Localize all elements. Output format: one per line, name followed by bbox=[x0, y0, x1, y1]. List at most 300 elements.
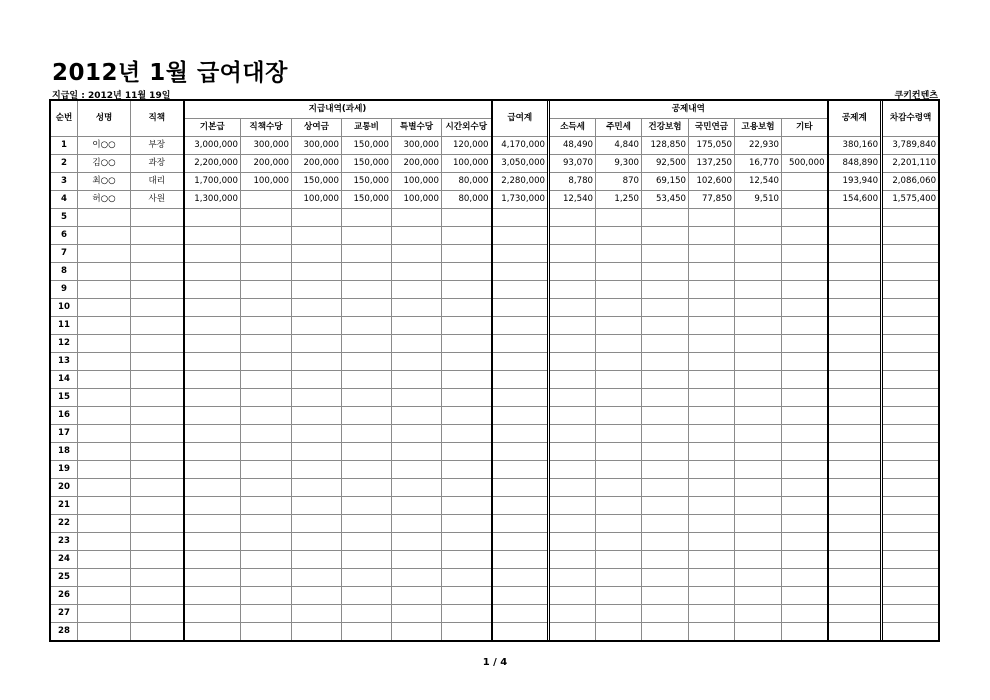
row-number: 26 bbox=[51, 587, 78, 605]
cell-net bbox=[882, 497, 939, 515]
cell-special bbox=[392, 497, 442, 515]
cell-net bbox=[882, 515, 939, 533]
cell-gross bbox=[492, 479, 549, 497]
cell-position bbox=[131, 371, 184, 389]
cell-resident-tax bbox=[596, 515, 642, 533]
cell-other bbox=[782, 191, 828, 209]
cell-overtime: 80,000 bbox=[442, 173, 492, 191]
cell-pension bbox=[689, 569, 735, 587]
table-row bbox=[51, 281, 939, 299]
cell-overtime bbox=[442, 461, 492, 479]
cell-pension: 77,850 bbox=[689, 191, 735, 209]
cell-resident-tax bbox=[596, 605, 642, 623]
table-row bbox=[51, 497, 939, 515]
cell-net bbox=[882, 479, 939, 497]
cell-resident-tax bbox=[596, 425, 642, 443]
cell-net: 2,086,060 bbox=[882, 173, 939, 191]
row-number: 16 bbox=[51, 407, 78, 425]
cell-other bbox=[782, 551, 828, 569]
cell-name bbox=[78, 515, 131, 533]
cell-transport bbox=[342, 245, 392, 263]
cell-transport bbox=[342, 551, 392, 569]
cell-other bbox=[782, 227, 828, 245]
cell-overtime bbox=[442, 227, 492, 245]
table-row bbox=[51, 371, 939, 389]
table-row bbox=[51, 443, 939, 461]
cell-deduct-total bbox=[828, 443, 882, 461]
cell-base bbox=[184, 461, 241, 479]
row-number: 24 bbox=[51, 551, 78, 569]
cell-health bbox=[642, 281, 689, 299]
cell-pension bbox=[689, 281, 735, 299]
cell-position bbox=[131, 605, 184, 623]
cell-income-tax bbox=[549, 443, 596, 461]
cell-resident-tax bbox=[596, 281, 642, 299]
cell-transport bbox=[342, 317, 392, 335]
cell-position bbox=[131, 425, 184, 443]
cell-overtime bbox=[442, 371, 492, 389]
cell-gross bbox=[492, 533, 549, 551]
cell-deduct-total bbox=[828, 227, 882, 245]
cell-special bbox=[392, 587, 442, 605]
cell-gross bbox=[492, 281, 549, 299]
cell-duty bbox=[241, 515, 292, 533]
table-row bbox=[51, 551, 939, 569]
cell-position bbox=[131, 515, 184, 533]
cell-overtime bbox=[442, 551, 492, 569]
cell-name bbox=[78, 389, 131, 407]
cell-health bbox=[642, 371, 689, 389]
cell-duty bbox=[241, 497, 292, 515]
cell-overtime bbox=[442, 569, 492, 587]
cell-overtime bbox=[442, 263, 492, 281]
cell-employment: 9,510 bbox=[735, 191, 782, 209]
cell-employment bbox=[735, 389, 782, 407]
cell-special bbox=[392, 623, 442, 641]
cell-employment bbox=[735, 245, 782, 263]
cell-bonus bbox=[292, 299, 342, 317]
cell-income-tax bbox=[549, 407, 596, 425]
cell-special bbox=[392, 371, 442, 389]
cell-pension bbox=[689, 335, 735, 353]
row-number: 13 bbox=[51, 353, 78, 371]
cell-overtime bbox=[442, 587, 492, 605]
col-overtime-header: 시간외수당 bbox=[442, 119, 492, 137]
cell-other bbox=[782, 371, 828, 389]
cell-pension bbox=[689, 623, 735, 641]
cell-transport bbox=[342, 263, 392, 281]
cell-bonus bbox=[292, 587, 342, 605]
cell-base bbox=[184, 425, 241, 443]
cell-special bbox=[392, 245, 442, 263]
cell-base bbox=[184, 371, 241, 389]
cell-base bbox=[184, 227, 241, 245]
cell-base bbox=[184, 335, 241, 353]
cell-other bbox=[782, 479, 828, 497]
cell-duty bbox=[241, 191, 292, 209]
cell-health bbox=[642, 479, 689, 497]
cell-bonus bbox=[292, 281, 342, 299]
cell-other bbox=[782, 425, 828, 443]
cell-net bbox=[882, 281, 939, 299]
row-number: 27 bbox=[51, 605, 78, 623]
cell-net bbox=[882, 407, 939, 425]
table-row bbox=[51, 137, 939, 155]
cell-income-tax bbox=[549, 389, 596, 407]
cell-health bbox=[642, 335, 689, 353]
cell-duty bbox=[241, 299, 292, 317]
cell-special bbox=[392, 353, 442, 371]
cell-gross bbox=[492, 605, 549, 623]
cell-name bbox=[78, 317, 131, 335]
cell-special bbox=[392, 227, 442, 245]
cell-bonus bbox=[292, 623, 342, 641]
cell-health bbox=[642, 533, 689, 551]
cell-position bbox=[131, 551, 184, 569]
cell-net bbox=[882, 389, 939, 407]
cell-other bbox=[782, 173, 828, 191]
cell-gross: 4,170,000 bbox=[492, 137, 549, 155]
cell-other bbox=[782, 389, 828, 407]
cell-other bbox=[782, 623, 828, 641]
cell-bonus bbox=[292, 569, 342, 587]
cell-special bbox=[392, 299, 442, 317]
pay-group-header: 지급내역(과세) bbox=[184, 101, 492, 119]
cell-bonus bbox=[292, 605, 342, 623]
cell-income-tax: 8,780 bbox=[549, 173, 596, 191]
cell-income-tax bbox=[549, 299, 596, 317]
row-number: 19 bbox=[51, 461, 78, 479]
cell-employment bbox=[735, 587, 782, 605]
cell-pension bbox=[689, 587, 735, 605]
cell-pension bbox=[689, 443, 735, 461]
cell-name: 허○○ bbox=[78, 191, 131, 209]
cell-position bbox=[131, 479, 184, 497]
cell-pension bbox=[689, 245, 735, 263]
col-special-header: 특별수당 bbox=[392, 119, 442, 137]
cell-resident-tax bbox=[596, 353, 642, 371]
row-number: 18 bbox=[51, 443, 78, 461]
cell-employment bbox=[735, 281, 782, 299]
cell-income-tax bbox=[549, 461, 596, 479]
cell-base bbox=[184, 551, 241, 569]
header-row-1 bbox=[51, 101, 939, 119]
cell-health bbox=[642, 299, 689, 317]
cell-net: 3,789,840 bbox=[882, 137, 939, 155]
cell-net bbox=[882, 245, 939, 263]
cell-gross bbox=[492, 443, 549, 461]
cell-employment bbox=[735, 623, 782, 641]
cell-overtime bbox=[442, 335, 492, 353]
cell-duty bbox=[241, 605, 292, 623]
col-duty-header: 직책수당 bbox=[241, 119, 292, 137]
cell-name bbox=[78, 353, 131, 371]
cell-deduct-total bbox=[828, 569, 882, 587]
cell-employment bbox=[735, 371, 782, 389]
table-row bbox=[51, 191, 939, 209]
cell-name bbox=[78, 497, 131, 515]
cell-gross bbox=[492, 389, 549, 407]
table-row bbox=[51, 623, 939, 641]
row-number: 28 bbox=[51, 623, 78, 641]
cell-special bbox=[392, 209, 442, 227]
cell-transport bbox=[342, 371, 392, 389]
cell-transport bbox=[342, 533, 392, 551]
cell-name bbox=[78, 569, 131, 587]
cell-bonus bbox=[292, 461, 342, 479]
cell-deduct-total bbox=[828, 425, 882, 443]
cell-deduct-total bbox=[828, 623, 882, 641]
cell-employment bbox=[735, 551, 782, 569]
cell-deduct-total bbox=[828, 317, 882, 335]
col-resident-tax-header: 주민세 bbox=[596, 119, 642, 137]
cell-income-tax bbox=[549, 281, 596, 299]
cell-special bbox=[392, 263, 442, 281]
cell-gross bbox=[492, 407, 549, 425]
cell-pension bbox=[689, 407, 735, 425]
cell-net bbox=[882, 425, 939, 443]
cell-position bbox=[131, 389, 184, 407]
cell-resident-tax bbox=[596, 443, 642, 461]
cell-health bbox=[642, 317, 689, 335]
cell-duty bbox=[241, 569, 292, 587]
cell-bonus bbox=[292, 371, 342, 389]
cell-position bbox=[131, 407, 184, 425]
table-row bbox=[51, 479, 939, 497]
cell-special bbox=[392, 443, 442, 461]
cell-health bbox=[642, 623, 689, 641]
cell-resident-tax bbox=[596, 533, 642, 551]
cell-deduct-total bbox=[828, 353, 882, 371]
cell-resident-tax bbox=[596, 623, 642, 641]
cell-position bbox=[131, 263, 184, 281]
cell-duty bbox=[241, 317, 292, 335]
cell-transport bbox=[342, 227, 392, 245]
cell-bonus bbox=[292, 263, 342, 281]
cell-income-tax bbox=[549, 497, 596, 515]
cell-pension bbox=[689, 209, 735, 227]
cell-pension bbox=[689, 605, 735, 623]
cell-income-tax bbox=[549, 533, 596, 551]
cell-income-tax: 12,540 bbox=[549, 191, 596, 209]
cell-overtime: 80,000 bbox=[442, 191, 492, 209]
cell-pension bbox=[689, 479, 735, 497]
cell-other bbox=[782, 443, 828, 461]
cell-base bbox=[184, 353, 241, 371]
cell-pension bbox=[689, 551, 735, 569]
cell-name bbox=[78, 209, 131, 227]
cell-employment bbox=[735, 263, 782, 281]
cell-deduct-total bbox=[828, 371, 882, 389]
cell-bonus bbox=[292, 515, 342, 533]
cell-transport bbox=[342, 623, 392, 641]
cell-health bbox=[642, 209, 689, 227]
cell-deduct-total bbox=[828, 461, 882, 479]
cell-net bbox=[882, 461, 939, 479]
cell-position bbox=[131, 317, 184, 335]
cell-gross bbox=[492, 317, 549, 335]
cell-base bbox=[184, 569, 241, 587]
cell-health bbox=[642, 569, 689, 587]
cell-net bbox=[882, 533, 939, 551]
cell-net bbox=[882, 551, 939, 569]
cell-resident-tax bbox=[596, 335, 642, 353]
cell-employment bbox=[735, 209, 782, 227]
cell-net bbox=[882, 623, 939, 641]
cell-deduct-total bbox=[828, 587, 882, 605]
cell-income-tax bbox=[549, 209, 596, 227]
cell-bonus bbox=[292, 245, 342, 263]
cell-other bbox=[782, 137, 828, 155]
cell-name bbox=[78, 299, 131, 317]
cell-pension: 175,050 bbox=[689, 137, 735, 155]
cell-health bbox=[642, 263, 689, 281]
row-number: 4 bbox=[51, 191, 78, 209]
cell-bonus bbox=[292, 479, 342, 497]
cell-overtime bbox=[442, 479, 492, 497]
cell-duty bbox=[241, 371, 292, 389]
cell-deduct-total bbox=[828, 281, 882, 299]
cell-deduct-total bbox=[828, 245, 882, 263]
cell-bonus bbox=[292, 443, 342, 461]
cell-other bbox=[782, 299, 828, 317]
cell-position bbox=[131, 245, 184, 263]
table-row bbox=[51, 263, 939, 281]
cell-income-tax bbox=[549, 335, 596, 353]
cell-bonus: 100,000 bbox=[292, 191, 342, 209]
col-health-header: 건강보험 bbox=[642, 119, 689, 137]
cell-deduct-total bbox=[828, 497, 882, 515]
table-row bbox=[51, 587, 939, 605]
cell-gross bbox=[492, 551, 549, 569]
col-other-header: 기타 bbox=[782, 119, 828, 137]
cell-resident-tax bbox=[596, 245, 642, 263]
cell-special: 100,000 bbox=[392, 173, 442, 191]
col-gross-header: 급여계 bbox=[492, 101, 549, 137]
row-number: 9 bbox=[51, 281, 78, 299]
cell-resident-tax: 870 bbox=[596, 173, 642, 191]
cell-net bbox=[882, 587, 939, 605]
row-number: 25 bbox=[51, 569, 78, 587]
cell-gross bbox=[492, 299, 549, 317]
row-number: 6 bbox=[51, 227, 78, 245]
cell-resident-tax bbox=[596, 263, 642, 281]
cell-position bbox=[131, 623, 184, 641]
cell-overtime bbox=[442, 317, 492, 335]
cell-bonus: 300,000 bbox=[292, 137, 342, 155]
table-row bbox=[51, 389, 939, 407]
cell-deduct-total: 380,160 bbox=[828, 137, 882, 155]
cell-transport bbox=[342, 515, 392, 533]
cell-name bbox=[78, 371, 131, 389]
cell-health bbox=[642, 515, 689, 533]
cell-resident-tax bbox=[596, 461, 642, 479]
row-number: 14 bbox=[51, 371, 78, 389]
row-number: 2 bbox=[51, 155, 78, 173]
cell-name bbox=[78, 533, 131, 551]
cell-gross: 3,050,000 bbox=[492, 155, 549, 173]
cell-gross bbox=[492, 245, 549, 263]
row-number: 22 bbox=[51, 515, 78, 533]
cell-overtime bbox=[442, 497, 492, 515]
cell-position bbox=[131, 227, 184, 245]
cell-duty bbox=[241, 209, 292, 227]
cell-income-tax bbox=[549, 515, 596, 533]
cell-other bbox=[782, 461, 828, 479]
cell-pension bbox=[689, 515, 735, 533]
cell-employment bbox=[735, 335, 782, 353]
cell-resident-tax: 1,250 bbox=[596, 191, 642, 209]
cell-income-tax bbox=[549, 569, 596, 587]
cell-health bbox=[642, 227, 689, 245]
cell-duty bbox=[241, 461, 292, 479]
cell-employment bbox=[735, 227, 782, 245]
cell-employment bbox=[735, 425, 782, 443]
cell-deduct-total: 193,940 bbox=[828, 173, 882, 191]
cell-position bbox=[131, 443, 184, 461]
cell-income-tax bbox=[549, 605, 596, 623]
cell-other bbox=[782, 533, 828, 551]
cell-duty bbox=[241, 425, 292, 443]
cell-pension bbox=[689, 353, 735, 371]
cell-employment bbox=[735, 317, 782, 335]
cell-position bbox=[131, 335, 184, 353]
cell-duty: 300,000 bbox=[241, 137, 292, 155]
cell-other bbox=[782, 209, 828, 227]
row-number: 1 bbox=[51, 137, 78, 155]
deduct-group-header: 공제내역 bbox=[549, 101, 828, 119]
cell-overtime bbox=[442, 245, 492, 263]
col-base-header: 기본급 bbox=[184, 119, 241, 137]
cell-overtime bbox=[442, 425, 492, 443]
cell-bonus bbox=[292, 551, 342, 569]
cell-net bbox=[882, 335, 939, 353]
cell-income-tax bbox=[549, 263, 596, 281]
cell-pension bbox=[689, 227, 735, 245]
cell-gross bbox=[492, 425, 549, 443]
cell-position bbox=[131, 533, 184, 551]
cell-special bbox=[392, 515, 442, 533]
cell-health: 92,500 bbox=[642, 155, 689, 173]
cell-overtime bbox=[442, 623, 492, 641]
document-title: 2012년 1월 급여대장 bbox=[52, 60, 288, 86]
cell-overtime bbox=[442, 533, 492, 551]
cell-overtime bbox=[442, 281, 492, 299]
table-row bbox=[51, 353, 939, 371]
cell-deduct-total bbox=[828, 479, 882, 497]
cell-other bbox=[782, 335, 828, 353]
cell-gross bbox=[492, 227, 549, 245]
pay-date: 지급일 : 2012년 11월 19일 bbox=[52, 91, 171, 101]
cell-name: 최○○ bbox=[78, 173, 131, 191]
cell-overtime bbox=[442, 353, 492, 371]
cell-duty bbox=[241, 533, 292, 551]
cell-transport bbox=[342, 281, 392, 299]
cell-income-tax bbox=[549, 479, 596, 497]
cell-position: 대리 bbox=[131, 173, 184, 191]
cell-transport bbox=[342, 389, 392, 407]
cell-gross bbox=[492, 515, 549, 533]
cell-income-tax bbox=[549, 551, 596, 569]
cell-income-tax bbox=[549, 371, 596, 389]
cell-resident-tax bbox=[596, 371, 642, 389]
cell-deduct-total bbox=[828, 551, 882, 569]
row-number: 20 bbox=[51, 479, 78, 497]
cell-base: 1,700,000 bbox=[184, 173, 241, 191]
cell-health bbox=[642, 551, 689, 569]
cell-deduct-total bbox=[828, 389, 882, 407]
cell-bonus bbox=[292, 425, 342, 443]
